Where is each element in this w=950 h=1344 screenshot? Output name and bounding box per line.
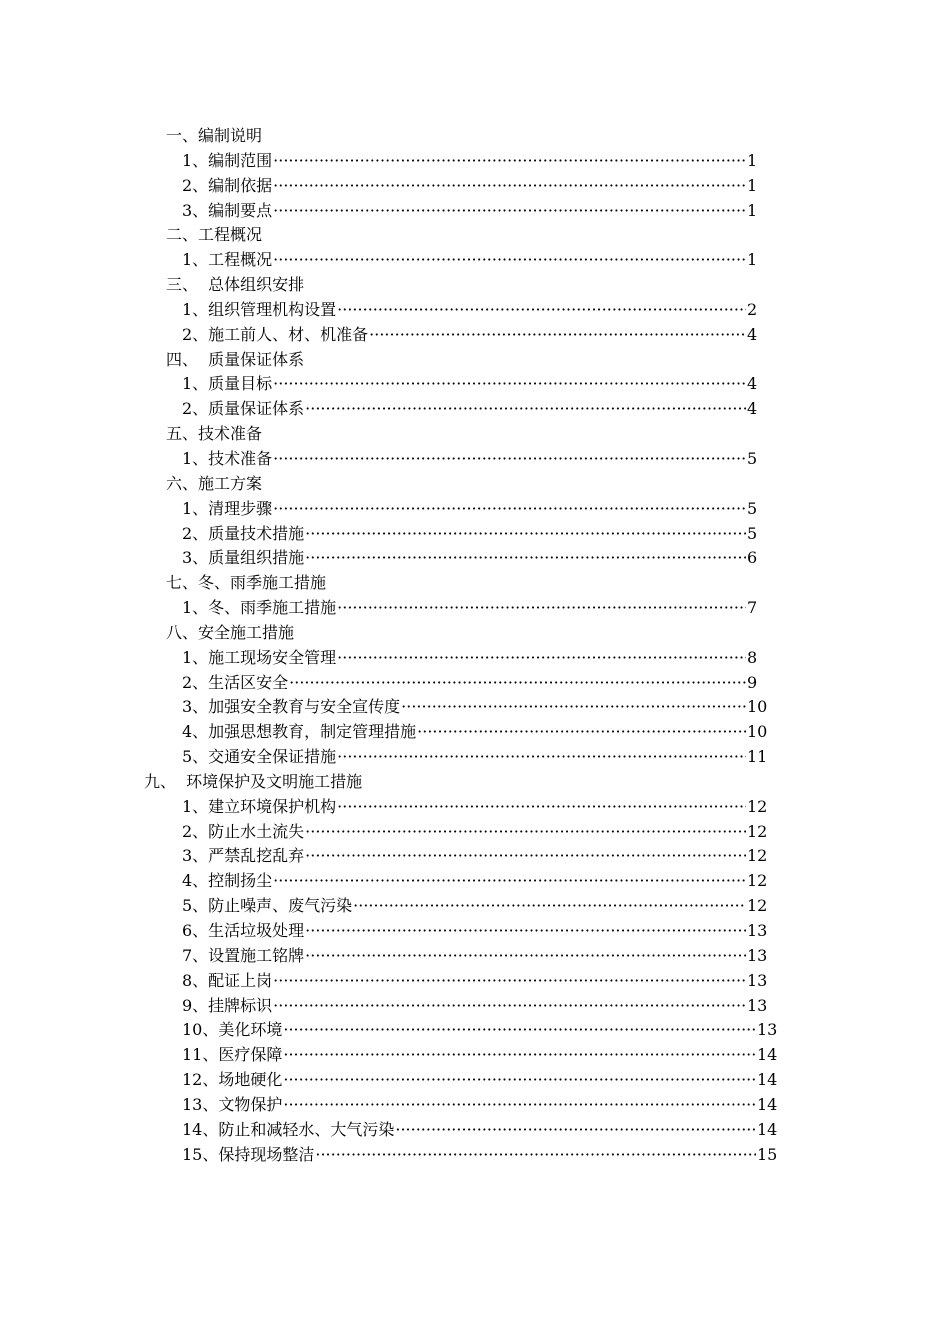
toc-entry[interactable] [0, 497, 950, 522]
toc-leader-dots [273, 149, 746, 174]
toc-entry[interactable] [0, 298, 950, 323]
toc-leader-dots [305, 844, 746, 869]
toc-entry[interactable] [0, 994, 950, 1019]
toc-section-heading[interactable] [0, 770, 950, 795]
toc-section-heading[interactable] [0, 348, 950, 373]
toc-page-number: 11 [747, 747, 768, 767]
toc-entry-text: 1、技术准备 [182, 448, 273, 468]
toc-entry-text: 1、冬、雨季施工措施 [182, 598, 337, 618]
toc-section-heading[interactable] [0, 472, 950, 497]
toc-heading-text: 六、施工方案 [166, 473, 263, 493]
toc-entry[interactable] [0, 919, 950, 944]
toc-section-heading[interactable] [0, 621, 950, 646]
toc-leader-dots [283, 1068, 756, 1093]
toc-leader-dots [395, 1118, 756, 1143]
toc-leader-dots [353, 894, 746, 919]
toc-entry[interactable] [0, 844, 950, 869]
toc-heading-text: 二、工程概况 [166, 225, 263, 245]
toc-heading-text: 九、 环境保护及文明施工措施 [144, 771, 363, 791]
toc-page-number: 4 [747, 324, 758, 344]
toc-page-number: 13 [747, 921, 768, 940]
toc-leader-dots [273, 174, 746, 199]
toc-entry-text: 2、编制依据 [182, 175, 273, 195]
toc-leader-dots [273, 199, 746, 224]
toc-leader-dots [417, 720, 746, 745]
toc-entry[interactable] [0, 720, 950, 745]
toc-entry-text: 1、施工现场安全管理 [182, 647, 337, 667]
toc-section-heading[interactable] [0, 124, 950, 149]
toc-heading-text: 七、冬、雨季施工措施 [166, 573, 327, 593]
toc-entry-text: 3、编制要点 [182, 200, 273, 220]
toc-page-number: 10 [747, 722, 768, 742]
toc-entry[interactable] [0, 671, 950, 696]
toc-entry[interactable] [0, 1143, 950, 1168]
toc-leader-dots [305, 944, 746, 969]
toc-entry[interactable] [0, 646, 950, 671]
toc-leader-dots [315, 1143, 756, 1168]
toc-entry[interactable] [0, 323, 950, 348]
toc-page-number: 1 [747, 175, 758, 195]
toc-entry[interactable] [0, 372, 950, 397]
toc-entry-text: 14、防止和减轻水、大气污染 [182, 1119, 395, 1139]
toc-leader-dots [273, 497, 746, 522]
toc-page-number: 5 [747, 523, 758, 543]
toc-page-number: 14 [757, 1094, 778, 1114]
toc-leader-dots [369, 323, 746, 348]
toc-page-number: 9 [747, 672, 758, 692]
toc-entry-text: 10、美化环境 [182, 1020, 283, 1040]
toc-page-number: 12 [747, 796, 768, 816]
toc-page-number: 12 [747, 821, 768, 841]
toc-entry-text: 9、挂牌标识 [182, 995, 273, 1015]
toc-entry[interactable] [0, 1118, 950, 1143]
toc-leader-dots [283, 1043, 756, 1068]
toc-leader-dots [337, 646, 746, 671]
toc-leader-dots [305, 522, 746, 547]
toc-section-heading[interactable] [0, 571, 950, 596]
toc-page-number: 13 [747, 995, 768, 1015]
toc-entry-text: 2、质量保证体系 [182, 399, 305, 419]
toc-leader-dots [305, 397, 746, 422]
toc-leader-dots [283, 1018, 756, 1043]
toc-page-number: 12 [747, 896, 768, 916]
toc-entry[interactable] [0, 820, 950, 845]
toc-entry-text: 5、交通安全保证措施 [182, 747, 337, 767]
toc-entry-text: 1、组织管理机构设置 [182, 299, 337, 319]
toc-entry-text: 2、防止水土流失 [182, 821, 305, 841]
toc-page-number: 5 [747, 498, 758, 518]
toc-entry[interactable] [0, 1018, 950, 1043]
toc-page-number: 4 [747, 374, 758, 394]
toc-leader-dots [337, 298, 746, 323]
toc-page-number: 4 [747, 399, 758, 419]
toc-leader-dots [273, 969, 746, 994]
toc-page-number: 13 [747, 970, 768, 990]
toc-entry[interactable] [0, 149, 950, 174]
toc-entry[interactable] [0, 596, 950, 621]
table-of-contents [0, 124, 950, 1167]
toc-heading-text: 一、编制说明 [166, 126, 263, 145]
toc-entry-text: 11、医疗保障 [182, 1045, 283, 1065]
toc-entry[interactable] [0, 248, 950, 273]
toc-leader-dots [305, 919, 746, 944]
toc-page-number: 8 [747, 647, 758, 667]
toc-heading-text: 三、 总体组织安排 [166, 275, 305, 295]
toc-entry-text: 15、保持现场整洁 [182, 1144, 315, 1164]
toc-entry-text: 1、质量目标 [182, 374, 273, 394]
toc-section-heading[interactable] [0, 223, 950, 248]
toc-page-number: 14 [757, 1119, 778, 1139]
toc-section-heading[interactable] [0, 273, 950, 298]
toc-entry[interactable] [0, 397, 950, 422]
toc-leader-dots [337, 596, 746, 621]
toc-leader-dots [283, 1093, 756, 1118]
toc-entry[interactable] [0, 745, 950, 770]
toc-heading-text: 五、技术准备 [166, 424, 263, 444]
toc-leader-dots [273, 994, 746, 1019]
toc-leader-dots [273, 447, 746, 472]
toc-leader-dots [401, 695, 746, 720]
toc-leader-dots [337, 795, 746, 820]
toc-entry-text: 1、工程概况 [182, 250, 273, 270]
toc-leader-dots [273, 869, 746, 894]
toc-page-number: 15 [757, 1144, 778, 1164]
toc-entry[interactable] [0, 1043, 950, 1068]
toc-page-number: 12 [747, 871, 768, 891]
toc-entry-text: 2、生活区安全 [182, 672, 289, 692]
toc-entry-text: 8、配证上岗 [182, 970, 273, 990]
toc-leader-dots [305, 820, 746, 845]
toc-entry-text: 4、控制扬尘 [182, 871, 273, 891]
toc-heading-text: 四、 质量保证体系 [166, 349, 305, 369]
toc-page-number: 5 [747, 448, 758, 468]
toc-entry[interactable] [0, 969, 950, 994]
toc-entry-text: 13、文物保护 [182, 1094, 283, 1114]
toc-page-number: 1 [747, 200, 758, 220]
toc-entry-text: 2、质量技术措施 [182, 523, 305, 543]
toc-entry[interactable] [0, 869, 950, 894]
toc-page-number: 7 [747, 598, 758, 618]
toc-section-heading[interactable] [0, 422, 950, 447]
toc-page-number: 13 [757, 1020, 778, 1040]
toc-entry-text: 2、施工前人、材、机准备 [182, 324, 369, 344]
toc-entry[interactable] [0, 795, 950, 820]
toc-entry-text: 1、编制范围 [182, 150, 273, 170]
toc-entry[interactable] [0, 546, 950, 571]
toc-entry[interactable] [0, 695, 950, 720]
toc-page-number: 14 [757, 1045, 778, 1065]
toc-entry-text: 3、质量组织措施 [182, 548, 305, 568]
toc-page-number: 1 [747, 150, 758, 170]
toc-entry[interactable] [0, 894, 950, 919]
toc-page-number: 10 [747, 697, 768, 717]
toc-page-number: 13 [747, 945, 768, 965]
toc-entry-text: 7、设置施工铭牌 [182, 945, 305, 965]
toc-entry-text: 3、严禁乱挖乱弃 [182, 846, 305, 866]
toc-entry-text: 12、场地硬化 [182, 1070, 283, 1090]
toc-entry-text: 5、防止噪声、废气污染 [182, 896, 353, 916]
toc-heading-text: 八、安全施工措施 [166, 622, 295, 642]
toc-entry[interactable] [0, 522, 950, 547]
toc-entry-text: 1、清理步骤 [182, 498, 273, 518]
toc-entry-text: 3、加强安全教育与安全宣传度 [182, 697, 401, 717]
toc-entry[interactable] [0, 447, 950, 472]
toc-page-number: 14 [757, 1070, 778, 1090]
toc-entry[interactable] [0, 174, 950, 199]
toc-page-number: 6 [747, 548, 758, 568]
toc-entry-text: 4、加强思想教育，制定管理措施 [182, 722, 417, 742]
toc-entry[interactable] [0, 199, 950, 224]
toc-page-number: 12 [747, 846, 768, 866]
toc-leader-dots [337, 745, 746, 770]
toc-leader-dots [289, 671, 746, 696]
toc-leader-dots [305, 546, 746, 571]
toc-entry-text: 1、建立环境保护机构 [182, 796, 337, 816]
toc-entry[interactable] [0, 1068, 950, 1093]
toc-leader-dots [273, 248, 746, 273]
toc-page-number: 2 [747, 299, 758, 319]
toc-leader-dots [273, 372, 746, 397]
toc-page-number: 1 [747, 250, 758, 270]
toc-entry-text: 6、生活垃圾处理 [182, 921, 305, 940]
toc-entry[interactable] [0, 944, 950, 969]
toc-entry[interactable] [0, 1093, 950, 1118]
